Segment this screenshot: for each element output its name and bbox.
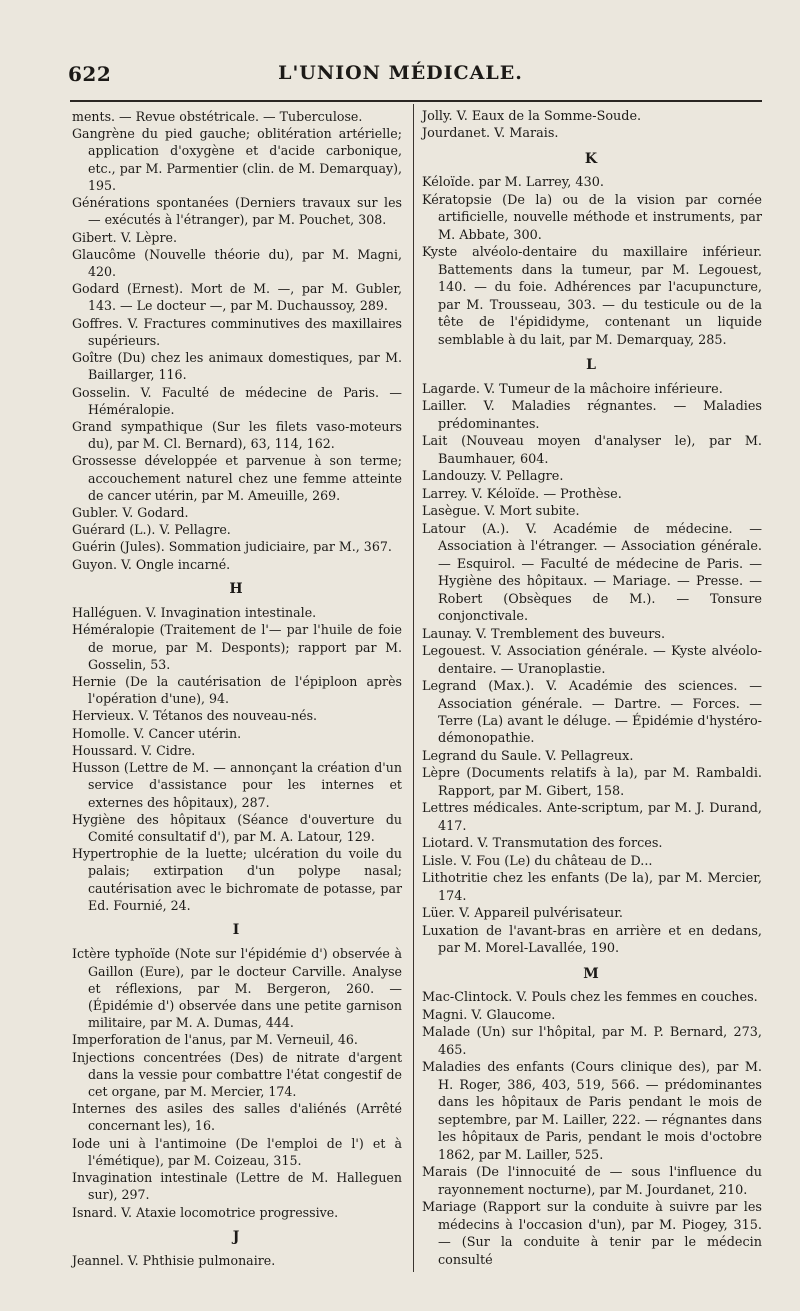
running-title: L'UNION MÉDICALE.: [278, 62, 523, 84]
index-entry: Larrey. V. Kéloïde. — Prothèse.: [422, 486, 622, 502]
index-entry: Guérard (L.). V. Pellagre.: [72, 522, 231, 538]
index-entry: Latour (A.). V. Académie de médecine. — Association à l'étranger. — Association générale. — Esquirol. — Faculté de médecine de Paris. — Hygiène des hôpitaux. — Mariage. — Presse. — Robert (Obsèques de M.). — Tonsure conjonctivale.: [422, 521, 762, 625]
index-entry: Générations spontanées (Derniers travaux sur les — exécutés à l'étranger), par M. Pouchet, 308.: [72, 195, 402, 228]
index-entry: Launay. V. Tremblement des buveurs.: [422, 626, 666, 642]
index-entry: Lüer. V. Appareil pulvérisateur.: [422, 906, 623, 922]
index-entry: Ictère typhoïde (Note sur l'épidémie d') observée à Gaillon (Eure), par le docteur Carville. Analyse et réflexions, par M. Bergeron, 260. — (Épidémie d') observée dans une petite garnison militaire, par M. A. Dumas, 444.: [72, 946, 402, 1031]
index-entry: Jeannel. V. Phthisie pulmonaire.: [72, 1253, 276, 1268]
index-entry: Jourdanet. V. Marais.: [422, 126, 559, 142]
index-entry: Guérin (Jules). Sommation judiciaire, par M., 367.: [72, 539, 392, 555]
index-entry: Iode uni à l'antimoine (De l'emploi de l') et à l'émétique), par M. Coizeau, 315.: [72, 1135, 402, 1168]
entries-j-cont: [422, 108, 762, 143]
index-entry: Luxation de l'avant-bras en arrière et en dedans, par M. Morel-Lavallée, 190.: [422, 923, 762, 957]
index-entry: Lasègue. V. Mort subite.: [422, 504, 580, 520]
index-entry: Gangrène du pied gauche; oblitération artérielle; application d'oxygène et d'acide carbonique, etc., par M. Parmentier (clin. de M. Demarquay), 195.: [72, 126, 402, 193]
index-entry: Homolle. V. Cancer utérin.: [72, 725, 242, 741]
index-entry: Hygiène des hôpitaux (Séance d'ouverture du Comité consultatif d'), par M. A. Latour, 129.: [72, 811, 402, 844]
index-entry: Glaucôme (Nouvelle théorie du), par M. Magni, 420.: [72, 246, 402, 279]
entries-j: [72, 1252, 402, 1269]
index-entry: Husson (Lettre de M. — annonçant la création d'un service d'assistance pour les internes et externes des hôpitaux), 287.: [72, 760, 402, 810]
index-entry: Kératopsie (De la) ou de la vision par cornée artificielle, nouvelle méthode et instruments, par M. Abbate, 300.: [422, 192, 762, 243]
index-entry: Hervieux. V. Tétanos des nouveau-nés.: [72, 708, 318, 724]
index-entry: Lisle. V. Fou (Le) du château de D...: [422, 853, 653, 869]
index-entry: Lagarde. V. Tumeur de la mâchoire inférieure.: [422, 381, 723, 397]
index-entry: Landouzy. V. Pellagre.: [422, 469, 564, 485]
section-letter-k: K: [584, 150, 600, 167]
index-entry: Isnard. V. Ataxie locomotrice progressive.: [72, 1204, 339, 1220]
index-entry: Houssard. V. Cidre.: [72, 742, 196, 758]
section-letter-l: L: [586, 357, 598, 374]
index-entry: Gubler. V. Godard.: [72, 505, 189, 521]
index-entry: Héméralopie (Traitement de l'— par l'huile de foie de morue, par M. Desponts); rapport par M. Gosselin, 53.: [72, 622, 402, 672]
index-entry: Imperforation de l'anus, par M. Verneuil, 46.: [72, 1032, 358, 1048]
index-entry: Goffres. V. Fractures comminutives des maxillaires supérieurs.: [72, 315, 402, 348]
index-entry: Halléguen. V. Invagination intestinale.: [72, 605, 317, 621]
index-entry: Lèpre (Documents relatifs à la), par M. Rambaldi. Rapport, par M. Gibert, 158.: [422, 766, 762, 799]
entries-m: [422, 989, 762, 1269]
index-entry: Legrand du Saule. V. Pellagreux.: [422, 748, 634, 764]
index-entry: Invagination intestinale (Lettre de M. Halleguen sur), 297.: [72, 1170, 402, 1203]
index-entry: Marais (De l'innocuité de — sous l'influence du rayonnement nocturne), par M. Jourdanet, 210.: [422, 1165, 762, 1198]
index-entry: Lithotritie chez les enfants (De la), par M. Mercier, 174.: [422, 871, 762, 904]
column-divider: [413, 104, 414, 1272]
section-letter-m: M: [583, 965, 601, 982]
section-letter-j: J: [232, 1228, 242, 1245]
right-column: [422, 108, 762, 1269]
page-header: [68, 60, 733, 94]
index-entry: Grossesse développée et parvenue à son terme; accouchement naturel chez une femme atteinte de cancer utérin, par M. Ameuille, 269.: [72, 453, 402, 503]
entries-g-start: [72, 108, 402, 573]
index-entry: ments. — Revue obstétricale. — Tuberculose.: [72, 109, 363, 124]
index-entry: Kéloïde. par M. Larrey, 430.: [422, 175, 604, 191]
index-entry: Goître (Du) chez les animaux domestiques, par M. Baillarger, 116.: [72, 350, 402, 383]
index-entry: Mac-Clintock. V. Pouls chez les femmes en couches.: [422, 990, 758, 1006]
header-rule: [70, 100, 762, 102]
index-entry: Gibert. V. Lèpre.: [72, 229, 177, 245]
page-number: 622: [68, 62, 112, 86]
index-entry: Gosselin. V. Faculté de médecine de Paris. — Héméralopie.: [72, 384, 402, 417]
section-letter-h: H: [229, 580, 245, 597]
left-column: [72, 108, 402, 1269]
index-entry: Grand sympathique (Sur les filets vaso-moteurs du), par M. Cl. Bernard), 63, 114, 162.: [72, 418, 402, 452]
index-entry: Hernie (De la cautérisation de l'épiploon après l'opération d'une), 94.: [72, 674, 402, 707]
index-entry: Magni. V. Glaucome.: [422, 1007, 556, 1023]
entries-h: [72, 604, 402, 914]
index-entry: Maladies des enfants (Cours clinique des), par M. H. Roger, 386, 403, 519, 566. — prédominantes dans les hôpitaux de Paris pendant le mois de septembre, par M. Lailler, 222. — régnantes dans les hôpitaux de Paris, pendant le mois d'octobre 1862, par M. Lailler, 525.: [422, 1060, 762, 1163]
index-entry: Kyste alvéolo-dentaire du maxillaire inférieur. Battements dans la tumeur, par M. Legouest, 140. — du foie. Adhérences par l'acupuncture, par M. Trousseau, 303. — du testicule ou de la tête de l'épididyme, contenant un liquide semblable à du lait, par M. Demarquay, 285.: [422, 245, 762, 348]
entries-l: [422, 381, 762, 958]
index-entry: Lait (Nouveau moyen d'analyser le), par M. Baumhauer, 604.: [422, 434, 762, 467]
entries-i: [72, 945, 402, 1221]
index-entry: Guyon. V. Ongle incarné.: [72, 556, 231, 572]
index-entry: Malade (Un) sur l'hôpital, par M. P. Bernard, 273, 465.: [422, 1025, 762, 1058]
index-entry: Liotard. V. Transmutation des forces.: [422, 836, 663, 852]
index-entry: Lailler. V. Maladies régnantes. — Maladies prédominantes.: [422, 399, 762, 432]
index-entry: Legouest. V. Association générale. — Kyste alvéolo-dentaire. — Uranoplastie.: [422, 644, 762, 677]
section-letter-i: I: [232, 922, 242, 939]
index-entry: Jolly. V. Eaux de la Somme-Soude.: [422, 109, 642, 124]
index-entry: Lettres médicales. Ante-scriptum, par M. J. Durand, 417.: [422, 801, 762, 834]
index-entry: Legrand (Max.). V. Académie des sciences. — Association générale. — Dartre. — Forces. — Terre (La) avant le déluge. — Épidémie d'hystéro-démonopathie.: [422, 679, 762, 747]
index-entry: Mariage (Rapport sur la conduite à suivre par les médecins à l'occasion d'un), par M. Piogey, 315. — (Sur la conduite à tenir par le médecin consulté: [422, 1200, 762, 1268]
index-entry: Internes des asiles des salles d'aliénés (Arrêté concernant les), 16.: [72, 1101, 402, 1134]
index-entry: Injections concentrées (Des) de nitrate d'argent dans la vessie pour combattre l'état congestif de cet organe, par M. Mercier, 174.: [72, 1049, 402, 1100]
index-entry: Godard (Ernest). Mort de M. —, par M. Gubler, 143. — Le docteur —, par M. Duchaussoy, 289.: [72, 281, 402, 314]
index-entry: Hypertrophie de la luette; ulcération du voile du palais; extirpation d'un polype nasal; cautérisation avec le bichromate de potasse, par Ed. Fournié, 24.: [72, 846, 402, 913]
entries-k: [422, 174, 762, 349]
